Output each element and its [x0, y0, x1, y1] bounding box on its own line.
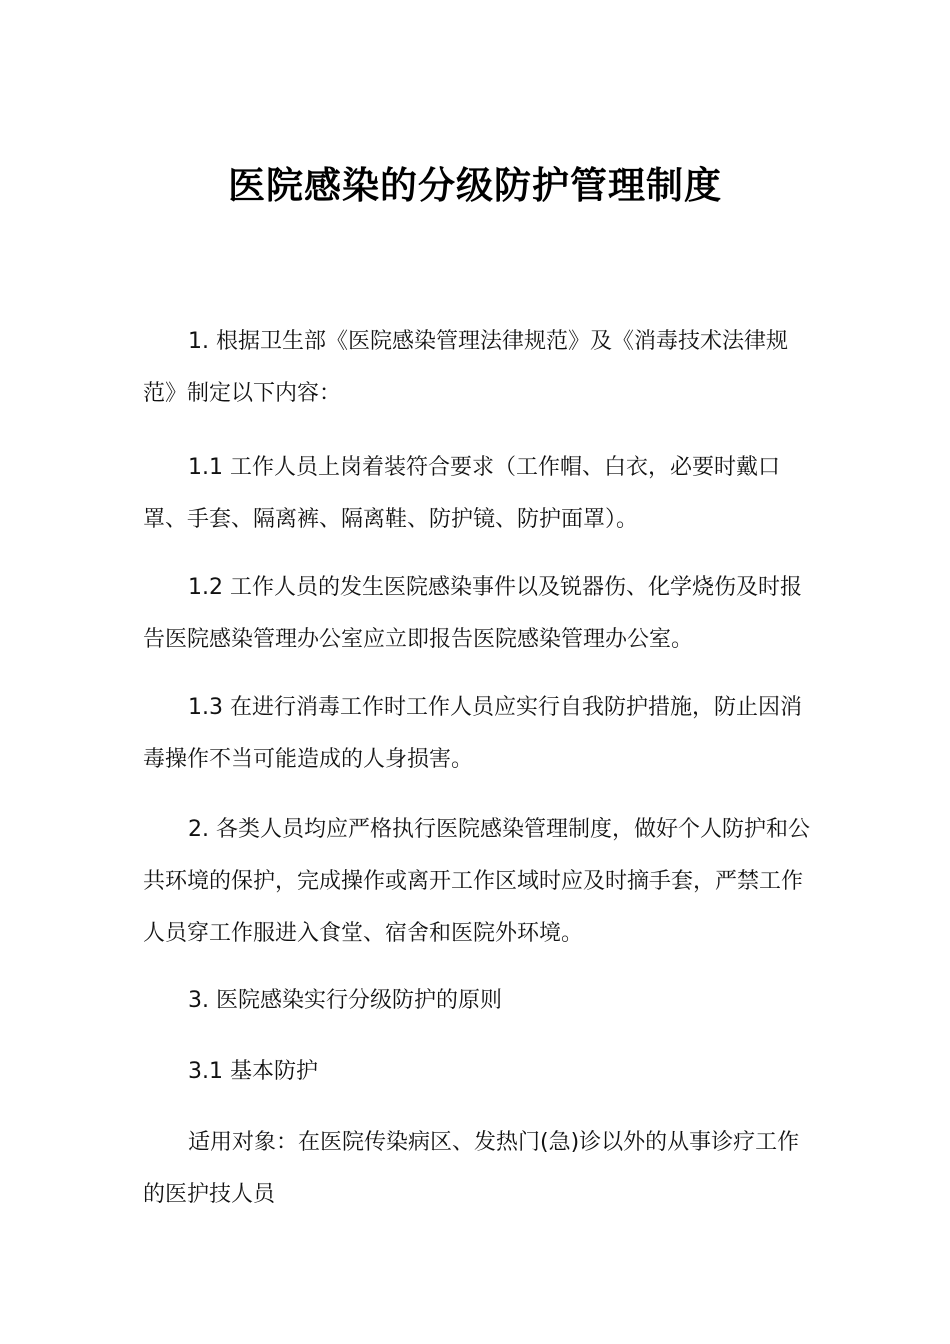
document-title: 医院感染的分级防护管理制度: [228, 164, 722, 207]
paragraph-applicable-scope: 适用对象：在医院传染病区、发热门(急)诊以外的从事诊疗工作的医护技人员: [143, 1130, 800, 1207]
paragraph-1-3: 1.3 在进行消毒工作时工作人员应实行自我防护措施，防止因消毒操作不当可能造成的人身损害。: [143, 695, 802, 772]
paragraph-1-1: 1.1 工作人员上岗着装符合要求（工作帽、白衣，必要时戴口罩、手套、隔离裤、隔离鞋、防护镜、防护面罩）。: [143, 455, 780, 532]
paragraph-1-2: 1.2 工作人员的发生医院感染事件以及锐器伤、化学烧伤及时报告医院感染管理办公室应立即报告医院感染管理办公室。: [143, 575, 802, 652]
paragraph-3-1: 3.1 基本防护: [188, 1059, 318, 1084]
paragraph-2: 2. 各类人员均应严格执行医院感染管理制度，做好个人防护和公共环境的保护，完成操作或离开工作区域时应及时摘手套，严禁工作人员穿工作服进入食堂、宿舍和医院外环境。: [143, 817, 810, 946]
paragraph-3: 3. 医院感染实行分级防护的原则: [188, 988, 502, 1013]
paragraph-1: 1. 根据卫生部《医院感染管理法律规范》及《消毒技术法律规范》制定以下内容：: [143, 329, 788, 406]
